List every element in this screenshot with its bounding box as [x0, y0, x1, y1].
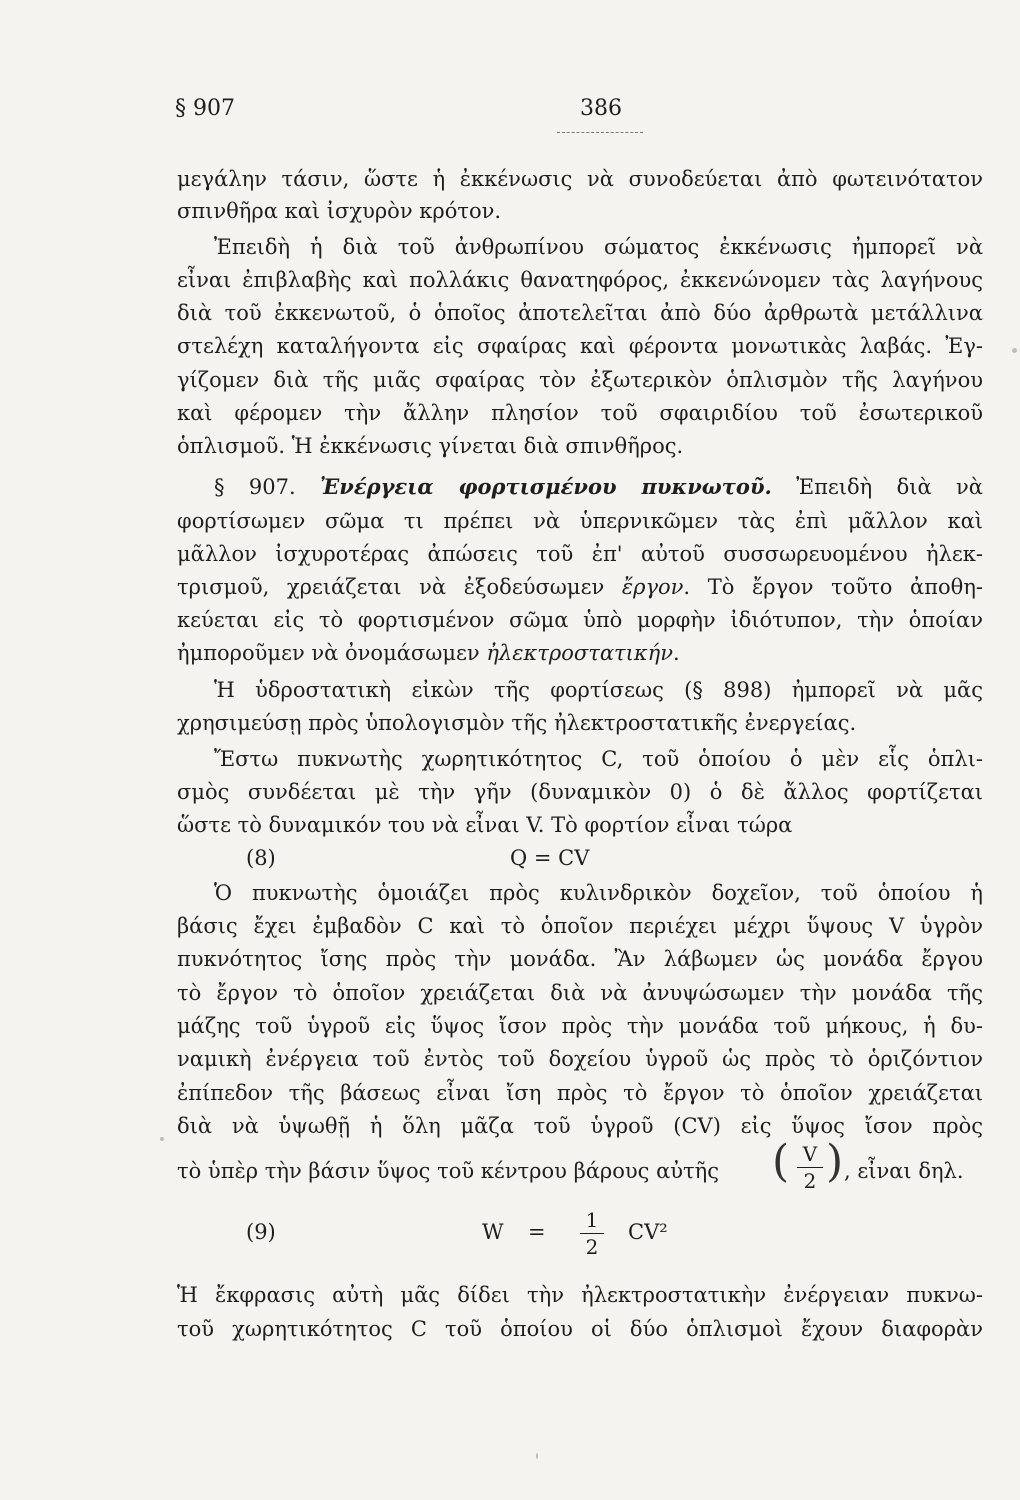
text-line: , εἶναι δηλ. [844, 1159, 964, 1183]
text-line: διὰ νὰ ὑψωθῇ ἡ ὅλη μᾶζα τοῦ ὑγροῦ (CV) εἰς ὕψος ἴσον πρὸς [177, 1114, 983, 1138]
text-span: . Τὸ ἔργον τοῦτο ἀποθη- [683, 575, 983, 599]
fraction-numerator: 1 [585, 1208, 599, 1232]
fraction-numerator: V [802, 1142, 818, 1166]
text-line: Ἡ ὑδροστατικὴ εἰκὼν τῆς φορτίσεως (§ 898) ἠμπορεῖ νὰ μᾶς [214, 678, 983, 702]
text-span: . [673, 641, 680, 665]
page-header [175, 96, 985, 136]
equation-9-equals: = [528, 1220, 546, 1244]
text-line: ὁπλισμοῦ. Ἡ ἐκκένωσις γίνεται διὰ σπινθῆρος. [177, 434, 684, 458]
equation-8-label: (8) [246, 846, 276, 870]
text-line: Ἡ ἔκφρασις αὐτὴ μᾶς δίδει τὴν ἠλεκτροστατικὴν ἐνέργειαν πυκνω- [177, 1283, 983, 1307]
text-line: ναμικὴ ἐνέργεια τοῦ ἐντὸς τοῦ δοχείου ὑγροῦ ὡς πρὸς τὸ ὁριζόντιον [177, 1047, 983, 1071]
text-line: ὥστε τὸ δυναμικόν του νὰ εἶναι V. Τὸ φορτίον εἶναι τώρα [177, 813, 793, 837]
fraction-v-over-2 [797, 1142, 823, 1193]
text-line: φορτίσωμεν σῶμα τι πρέπει νὰ ὑπερνικῶμεν τὰς ἐπὶ μᾶλλον καὶ [177, 509, 983, 533]
text-line: χρησιμεύσῃ πρὸς ὑπολογισμὸν τῆς ἠλεκτροστατικῆς ἐνεργείας. [177, 711, 857, 735]
text-line: Ἐπειδὴ ἡ διὰ τοῦ ἀνθρωπίνου σώματος ἐκκένωσις ἠμπορεῖ νὰ [214, 235, 983, 259]
text-line: τὸ ἔργον τὸ ὁποῖον χρειάζεται διὰ νὰ ἀνυψώσωμεν τὴν μονάδα τῆς [177, 981, 983, 1005]
text-line: Ὁ πυκνωτὴς ὁμοιάζει πρὸς κυλινδρικὸν δοχεῖον, τοῦ ὁποίου ἡ [214, 881, 983, 905]
left-paren: ( [772, 1136, 790, 1187]
text-line: Ἔστω πυκνωτὴς χωρητικότητος C, τοῦ ὁποίου ὁ μὲν εἷς ὁπλι- [214, 747, 983, 771]
text-line: σπινθῆρα καὶ ἰσχυρὸν κρότον. [177, 199, 502, 223]
text-line: εἶναι ἐπιβλαβὴς καὶ πολλάκις θανατηφόρος, ἐκκενώνομεν τὰς λαγήνους [177, 268, 983, 292]
text-span: τρισμοῦ, χρειάζεται νὰ ἐξοδεύσωμεν [177, 575, 622, 599]
text-line: μᾶλλον ἰσχυροτέρας ἀπώσεις τοῦ ἐπ' αὐτοῦ συσσωρευομένου ἠλεκ- [177, 542, 983, 566]
scan-speck [1012, 348, 1017, 353]
equation-8: Q = CV [510, 846, 590, 870]
fraction-bar [797, 1167, 823, 1168]
equation-9-rhs: CV² [628, 1220, 668, 1244]
italic-term: ἠλεκτροστατικήν [486, 641, 673, 665]
scan-speck [160, 1137, 164, 1141]
text-line: μάζης τοῦ ὑγροῦ εἰς ὕψος ἴσον πρὸς τὴν μονάδα τοῦ μήκους, ἡ δυ- [177, 1014, 983, 1038]
text-line: σμὸς συνδέεται μὲ τὴν γῆν (δυναμικὸν 0) ὁ δὲ ἄλλος φορτίζεται [177, 780, 983, 804]
section-lead: § 907. [214, 475, 320, 499]
scan-speck [536, 1453, 538, 1459]
text-line: πυκνότητος ἴσης πρὸς τὴν μονάδα. Ἂν λάβωμεν ὡς μονάδα ἔργου [177, 947, 983, 971]
text-line: μεγάλην τάσιν, ὥστε ἡ ἐκκένωσις νὰ συνοδεύεται ἀπὸ φωτεινότατον [177, 167, 983, 191]
text-line [177, 572, 983, 602]
right-paren: ) [826, 1136, 844, 1187]
italic-term: ἔργον [621, 575, 684, 599]
text-line: βάσις ἔχει ἐμβαδὸν C καὶ τὸ ὁποῖον περιέχει μέχρι ὕψους V ὑγρὸν [177, 914, 983, 938]
text-span: ἠμποροῦμεν νὰ ὀνομάσωμεν [177, 641, 487, 665]
text-line: τὸ ὑπὲρ τὴν βάσιν ὕψος τοῦ κέντρου βάρους αὐτῆς [177, 1159, 720, 1183]
page-number-underline [557, 132, 643, 133]
fraction-one-half [580, 1208, 604, 1259]
text-line: τοῦ χωρητικότητος C τοῦ ὁποίου οἱ δύο ὁπλισμοὶ ἔχουν διαφορὰν [177, 1317, 983, 1341]
page-number: 386 [580, 96, 622, 121]
text-line: γίζομεν διὰ τῆς μιᾶς σφαίρας τὸν ἐξωτερικὸν ὁπλισμὸν τῆς λαγήνου [177, 368, 983, 392]
section-lead-rest: Ἐπειδὴ διὰ νὰ [771, 475, 983, 499]
equation-9-label: (9) [246, 1220, 276, 1244]
fraction-denominator: 2 [803, 1169, 817, 1193]
text-line: στελέχη καταλήγοντα εἰς σφαίρας καὶ φέροντα μονωτικὰς λαβάς. Ἐγ- [177, 334, 983, 358]
text-line: διὰ τοῦ ἐκκενωτοῦ, ὁ ὁποῖος ἀποτελεῖται ἀπὸ δύο ἀρθρωτὰ μετάλλινα [177, 301, 983, 325]
text-line: ἐπίπεδον τῆς βάσεως εἶναι ἴση πρὸς τὸ ἔργον τὸ ὁποῖον χρειάζεται [177, 1081, 983, 1105]
fraction-denominator: 2 [585, 1235, 599, 1259]
text-line [177, 638, 983, 668]
section-number: § 907 [175, 96, 235, 121]
fraction-bar [580, 1233, 604, 1234]
text-line: κεύεται εἰς τὸ φορτισμένον σῶμα ὑπὸ μορφὴν ἰδιότυπον, τὴν ὁποίαν [177, 608, 983, 632]
section-title: Ἐνέργεια φορτισμένου πυκνωτοῦ. [320, 474, 772, 499]
equation-9-lhs: W [482, 1220, 504, 1244]
section-heading-line [214, 472, 983, 502]
text-line: καὶ φέρομεν τὴν ἄλλην πλησίον τοῦ σφαιριδίου τοῦ ἐσωτερικοῦ [177, 401, 983, 425]
